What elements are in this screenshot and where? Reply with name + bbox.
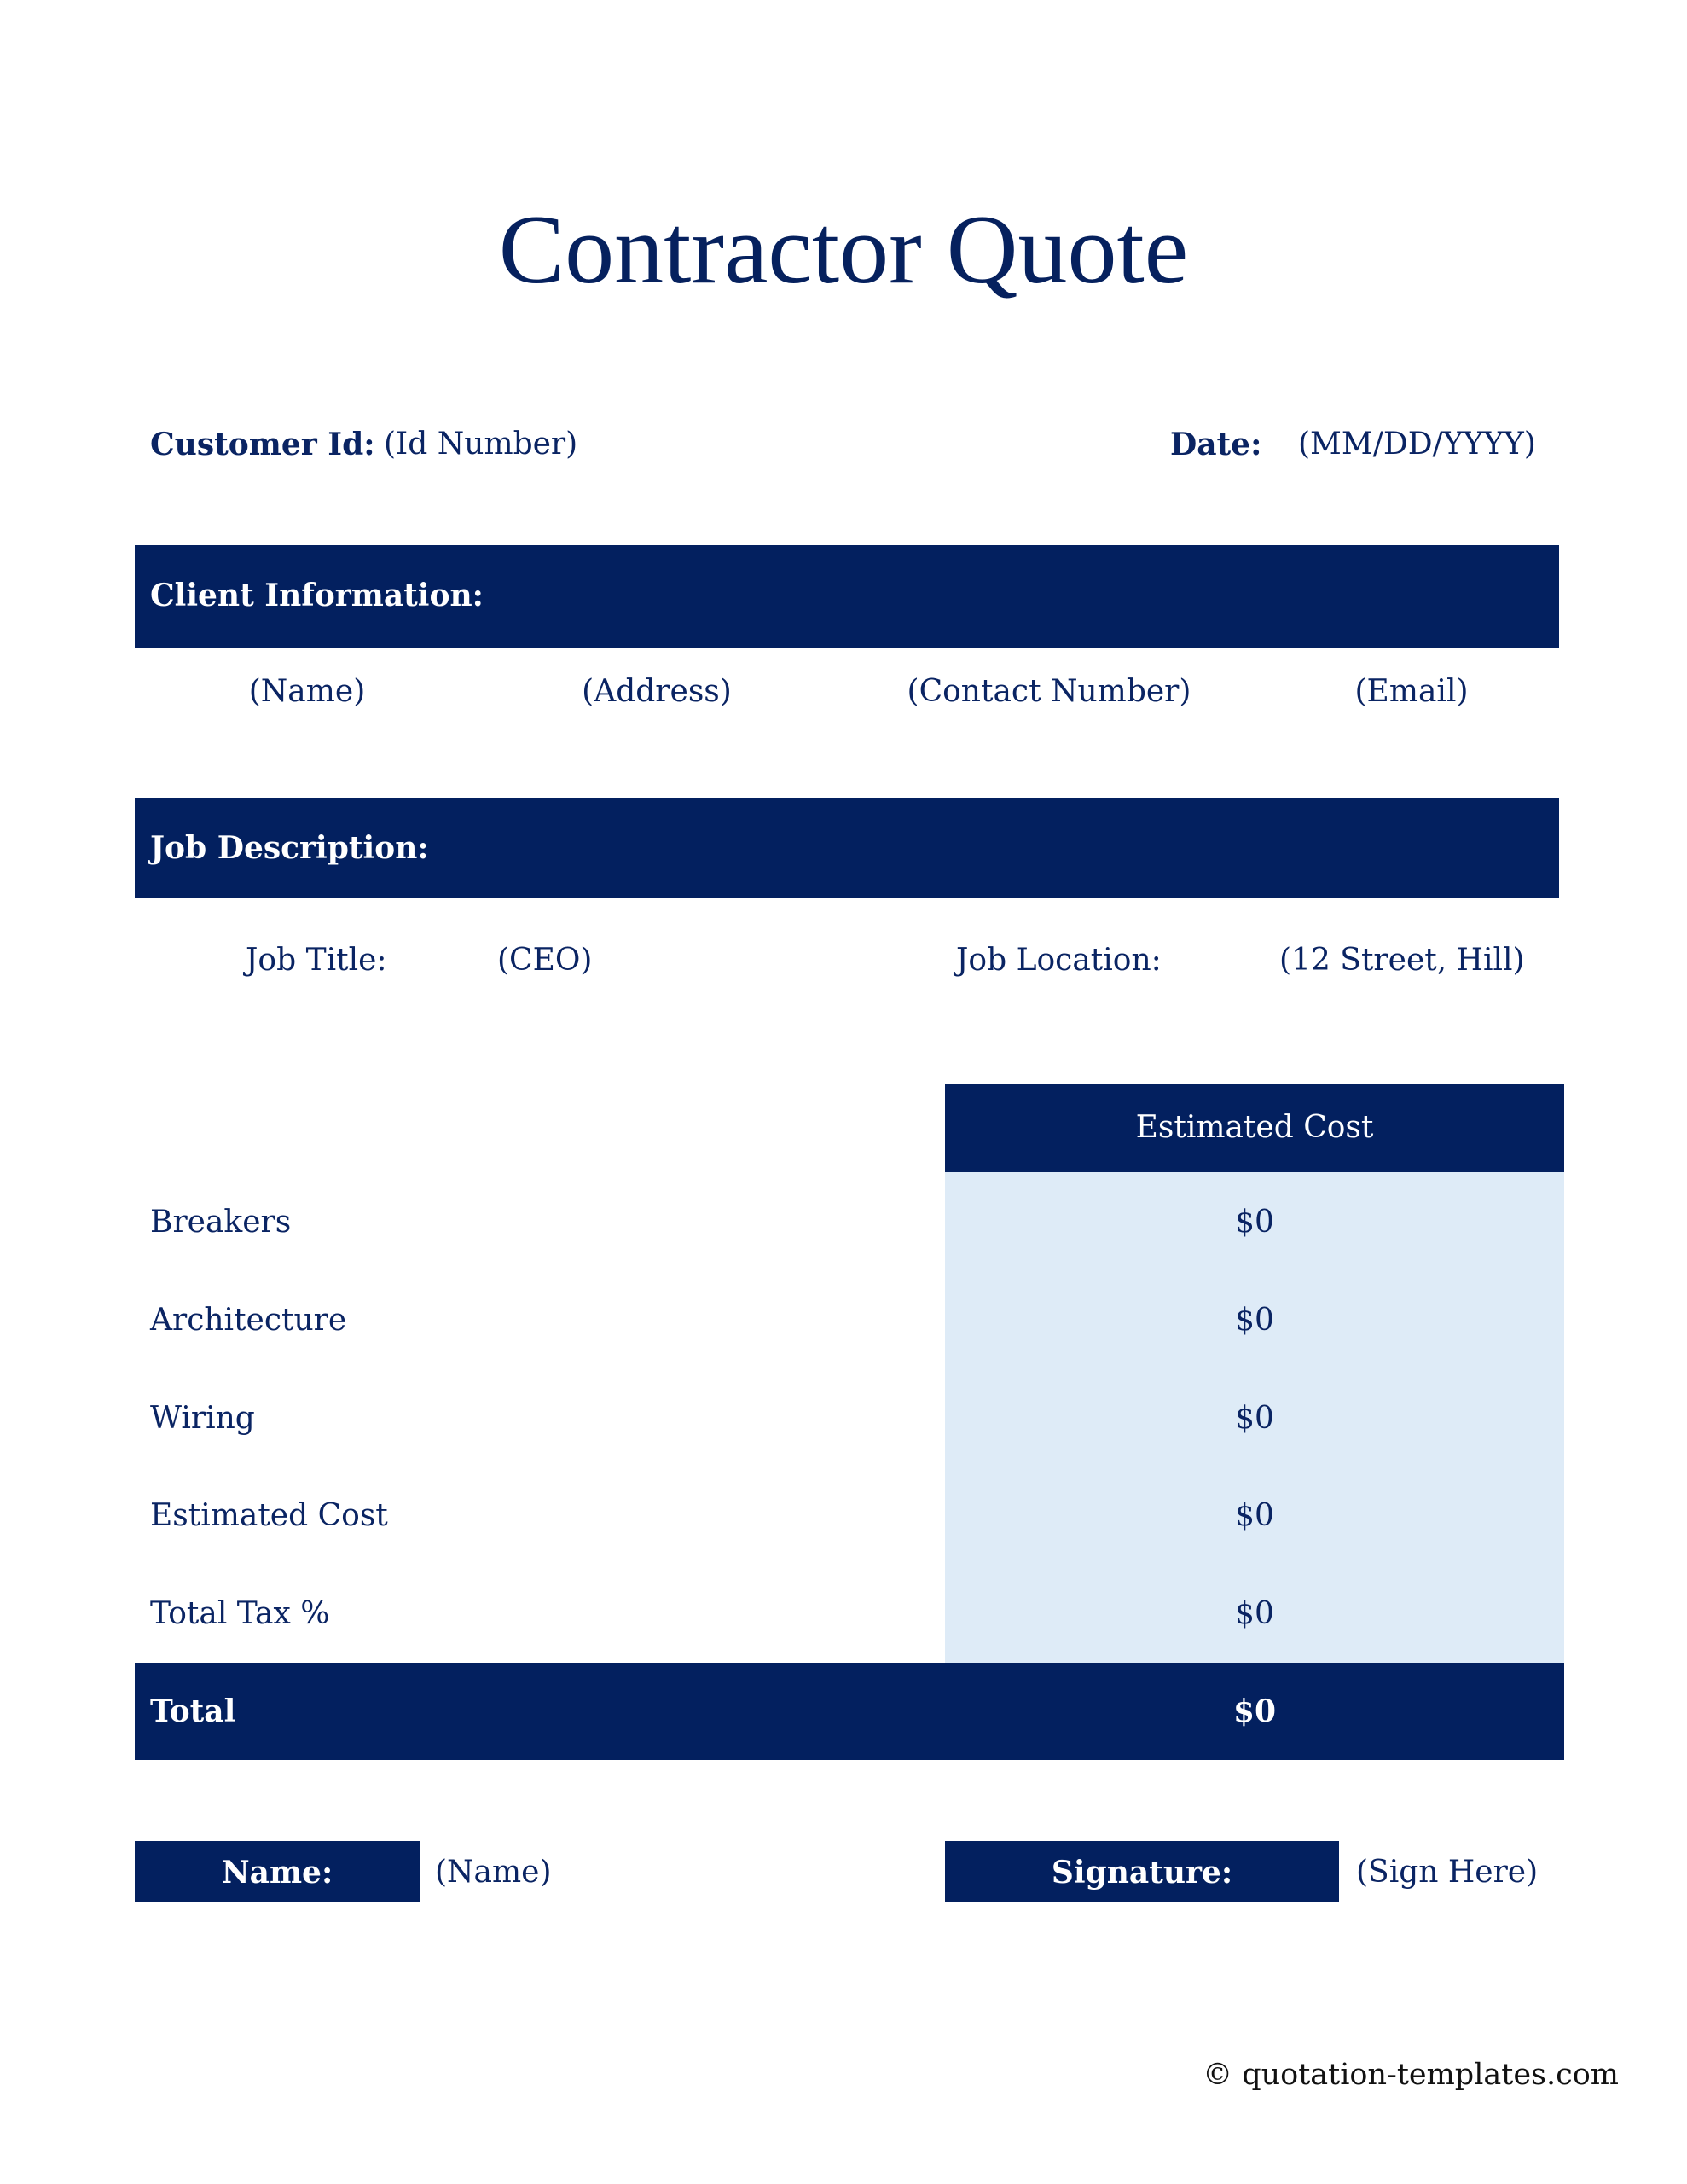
signature-value[interactable]: (Sign Here) <box>1356 1855 1539 1890</box>
cost-row-value-total-tax[interactable]: $0 <box>1235 1596 1274 1631</box>
date-label: Date: <box>1170 427 1262 462</box>
job-description-band <box>135 798 1559 898</box>
cost-row-label-estimated-cost: Estimated Cost <box>150 1498 388 1533</box>
client-information-band <box>135 545 1559 648</box>
signature-label: Signature: <box>1051 1855 1233 1891</box>
cost-row-label-total-tax: Total Tax % <box>150 1596 330 1631</box>
job-title-value[interactable]: (CEO) <box>497 943 593 978</box>
cost-column-header <box>945 1084 1564 1172</box>
client-address-field[interactable]: (Address) <box>582 674 732 709</box>
page-title: Contractor Quote <box>498 195 1189 305</box>
cost-row-value-estimated-cost[interactable]: $0 <box>1235 1498 1274 1533</box>
cost-row-value-wiring[interactable]: $0 <box>1235 1401 1274 1436</box>
client-contact-field[interactable]: (Contact Number) <box>907 674 1191 709</box>
date-value[interactable]: (MM/DD/YYYY) <box>1298 427 1536 462</box>
client-name-field[interactable]: (Name) <box>248 674 366 709</box>
cost-row-value-breakers[interactable]: $0 <box>1235 1205 1274 1240</box>
job-location-label: Job Location: <box>956 943 1162 978</box>
signature-label-box <box>945 1841 1339 1902</box>
copyright-footer[interactable]: © quotation-templates.com <box>1203 2058 1619 2092</box>
cost-column-header-label: Estimated Cost <box>1135 1110 1374 1145</box>
customer-id-value[interactable]: (Id Number) <box>384 427 578 462</box>
total-row <box>135 1663 1564 1760</box>
cost-row-label-wiring: Wiring <box>150 1401 255 1436</box>
cost-row-label-breakers: Breakers <box>150 1205 292 1240</box>
name-value[interactable]: (Name) <box>435 1855 552 1890</box>
client-information-heading: Client Information: <box>150 578 484 613</box>
job-location-value[interactable]: (12 Street, Hill) <box>1279 943 1525 978</box>
name-label: Name: <box>221 1855 333 1891</box>
cost-row-label-architecture: Architecture <box>150 1303 347 1338</box>
total-value: $0 <box>1232 1693 1277 1729</box>
customer-id-label: Customer Id: <box>150 427 375 462</box>
client-email-field[interactable]: (Email) <box>1354 674 1469 709</box>
total-label: Total <box>150 1693 236 1729</box>
job-title-label: Job Title: <box>246 943 387 978</box>
name-label-box <box>135 1841 420 1902</box>
job-description-heading: Job Description: <box>150 830 429 866</box>
cost-row-value-architecture[interactable]: $0 <box>1235 1303 1274 1338</box>
